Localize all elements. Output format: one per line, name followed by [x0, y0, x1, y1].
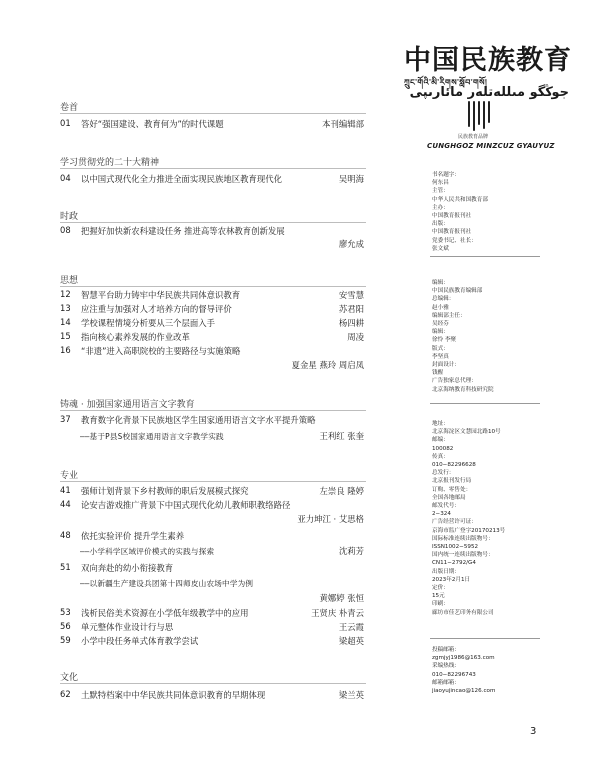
section-heading: 文化 [60, 673, 79, 683]
info-line: zgmjyj1986@163.com [432, 655, 495, 662]
article-title: 教育数字化背景下民族地区学生国家通用语言文字水平提升策略 [81, 415, 316, 425]
info-line: 书名题字： [432, 172, 460, 178]
page-ref: 44 [60, 499, 71, 509]
article-title: 学校课程情境分析要从三个层面入手 [81, 318, 215, 328]
info-line: 广告独家总代理： [432, 378, 477, 385]
contact-info-block [432, 646, 495, 695]
page-ref: 59 [60, 635, 71, 645]
info-line: 邮箱邮箱： [432, 679, 460, 686]
info-line: 吴经芬 [432, 321, 449, 328]
article-author: 梁超英 [338, 636, 364, 646]
info-line: 版式： [432, 345, 449, 352]
toc-entry[interactable] [60, 317, 364, 330]
info-line: 国际标准连续出版物号： [432, 535, 494, 542]
info-line: 总编辑： [432, 296, 455, 303]
article-author: 廖允成 [338, 239, 364, 249]
article-title: 指向核心素养发展的作业改革 [81, 332, 190, 342]
article-author: 夏金星 燕玲 周启凤 [291, 360, 364, 370]
toc-entry[interactable] [60, 118, 364, 131]
article-author: 周凌 [347, 332, 364, 342]
toc-entry[interactable] [60, 689, 364, 702]
info-line: 编辑部主任： [432, 312, 466, 319]
page-number: 3 [530, 726, 537, 737]
page-ref: 56 [60, 621, 71, 631]
article-title: 依托实验评价 提升学生素养 [81, 531, 185, 541]
section-divider [60, 113, 366, 114]
editorial-info-block [432, 279, 494, 394]
page-ref: 13 [60, 303, 71, 313]
info-line: 党委书记、社长： [432, 237, 477, 244]
info-line: 徐怜 李聚 [432, 337, 457, 344]
info-line: 010−82296743 [432, 671, 476, 678]
info-line: 北京报刊发行局 [432, 478, 472, 485]
info-line: 2−324 [432, 511, 451, 518]
article-title: 双向奔赴的幼小衔接教育 [81, 563, 174, 573]
article-title: 应注重与加强对人才培养方向的督导评价 [81, 304, 232, 314]
info-divider [430, 403, 540, 404]
section-divider [60, 683, 366, 684]
info-line: 李坚真 [432, 353, 449, 360]
section-heading: 专业 [60, 471, 79, 481]
article-title: 土默特档案中中华民族共同体意识教育的早期体现 [81, 690, 266, 700]
article-author: 沈莉芳 [338, 546, 364, 556]
page-ref: 14 [60, 317, 71, 327]
page-ref: 01 [60, 118, 71, 128]
info-line: 主管： [432, 188, 449, 195]
article-author: 左崇良 隆婷 [319, 486, 364, 496]
info-line: 010−82296628 [432, 462, 476, 469]
info-line: jiaoyujincao@126.com [432, 688, 496, 695]
toc-entry[interactable] [60, 345, 364, 358]
masthead-brand-mark: 民族教育品牌 [458, 134, 489, 140]
page-ref: 48 [60, 530, 71, 540]
article-title: 以中国式现代化全力推进全面实现民族地区教育现代化 [81, 174, 282, 184]
info-line: 出版： [432, 221, 449, 228]
info-line: 赵小雅 [432, 304, 449, 311]
toc-entry[interactable] [60, 562, 364, 575]
info-line: 出版日期： [432, 568, 460, 575]
article-title: 把握好加快新农科建设任务 推进高等农林教育创新发展 [81, 226, 285, 236]
article-title: 单元整体作业设计行与思 [81, 622, 174, 632]
toc-entry[interactable] [60, 414, 364, 427]
article-author: 王云霞 [338, 622, 364, 632]
toc-entry[interactable] [60, 485, 364, 498]
article-author: 本刊编辑部 [322, 119, 364, 129]
info-line: 张文斌 [432, 245, 449, 252]
info-line: 全国各地邮局 [432, 494, 466, 501]
info-line: 采编热线： [432, 663, 460, 670]
info-line: 北京海纳教育科技研究院 [432, 386, 494, 393]
toc-entry[interactable] [60, 621, 364, 634]
info-line: 封面设计： [432, 362, 460, 369]
masthead-title-zhuang: CUNGHGOZ MINZCUZ GYAUYUZ [427, 142, 555, 150]
article-title: 答好“强国建设、教育何为”的时代课题 [81, 119, 224, 129]
info-line: 国内统一连续出版物号： [432, 552, 494, 559]
info-line: 投稿邮箱： [432, 647, 460, 653]
info-line: 京海市监广登字20170213号 [432, 527, 506, 534]
section-heading: 学习贯彻党的二十大精神 [60, 158, 160, 168]
article-title: 小学中段任务单式体育教学尝试 [81, 636, 199, 646]
page-ref: 62 [60, 689, 71, 699]
page-ref: 53 [60, 607, 71, 617]
page-ref: 16 [60, 345, 71, 355]
toc-entry[interactable] [60, 331, 364, 344]
info-line: 主办： [432, 204, 449, 211]
info-line: 地址： [432, 421, 449, 427]
page-ref: 51 [60, 562, 71, 572]
toc-entry[interactable] [60, 289, 364, 302]
section-divider [60, 410, 366, 411]
info-line: 邮发代号： [432, 503, 460, 510]
article-author: 杨四耕 [338, 318, 364, 328]
article-author: 梁兰英 [338, 690, 364, 700]
page-ref: 37 [60, 414, 71, 424]
section-divider [60, 481, 366, 482]
article-subtitle: ——以新疆生产建设兵团第十四师皮山农场中学为例 [80, 579, 254, 588]
info-line: 编辑： [432, 280, 449, 286]
section-heading: 思想 [60, 276, 79, 286]
info-line: 邮编： [432, 437, 449, 444]
distribution-info-block [432, 420, 505, 617]
info-line: 何东昌 [432, 180, 449, 187]
info-line: 廊坊市佳艺印务有限公司 [432, 609, 494, 616]
article-author: 王贤庆 朴青云 [311, 608, 364, 618]
section-heading: 时政 [60, 212, 79, 222]
masthead-title-cn: 中国民族教育 [404, 45, 572, 76]
masthead-title-uyghur: جوڭگو مىللەتلەر مائارىپى [409, 85, 569, 100]
article-subtitle: ——基于P县S校国家通用语言文字教学实践 [80, 432, 224, 441]
article-subtitle: ——小学科学区域评价模式的实践与探索 [80, 547, 215, 556]
article-title: 论安吉游戏推广背景下中国式现代化幼儿教师职教络路径 [81, 500, 291, 510]
info-line: 中国教育报刊社 [432, 229, 472, 236]
toc-entry[interactable] [60, 225, 364, 238]
toc-entry[interactable] [60, 607, 364, 620]
page-ref: 04 [60, 173, 71, 183]
page-ref: 15 [60, 331, 71, 341]
info-line: ISSN1002−5952 [432, 544, 479, 551]
info-line: 钱醒 [432, 370, 444, 377]
masthead-title-tibetan: ཀྲུང་གོའི་མི་རིགས་སློབ་གསོ། [404, 78, 488, 87]
toc-entry[interactable] [60, 530, 364, 543]
article-author: 安雪慧 [338, 290, 364, 300]
info-line: CN11−2792/G4 [432, 560, 476, 567]
section-heading: 铸魂 · 加强国家通用语言文字教育 [60, 400, 195, 410]
toc-entry[interactable] [60, 499, 364, 512]
info-line: 订购、零售处： [432, 486, 472, 493]
publication-info-block [432, 171, 488, 253]
info-line: 广告经营许可证： [432, 519, 477, 526]
article-title: “非遗”进入高职院校的主要路径与实施策略 [81, 346, 241, 356]
page-ref: 41 [60, 485, 71, 495]
article-author: 吴明海 [338, 174, 364, 184]
info-line: 总发行： [432, 470, 455, 477]
article-author: 苏君阳 [338, 304, 364, 314]
info-line: 传真： [432, 453, 449, 460]
info-line: 中国民族教育编辑部 [432, 288, 483, 295]
info-line: 定价： [432, 585, 449, 592]
info-divider [430, 638, 540, 639]
info-line: 15元 [432, 593, 445, 600]
article-author: 黄娜婷 张恒 [319, 593, 364, 603]
info-divider [430, 256, 540, 257]
info-line: 印刷： [432, 601, 449, 608]
section-divider [60, 168, 366, 169]
section-heading: 卷首 [60, 103, 79, 113]
article-author: 亚力坤江 · 艾思格 [297, 514, 364, 524]
info-line: 北京海淀区文慧园北路10号 [432, 429, 501, 436]
page-ref: 12 [60, 289, 71, 299]
masthead-mongolian-script [463, 101, 495, 131]
section-divider [60, 222, 366, 223]
article-author: 王利红 张奎 [319, 431, 364, 441]
toc-entry[interactable] [60, 303, 364, 316]
info-line: 中国教育报刊社 [432, 213, 472, 220]
info-line: 100082 [432, 445, 454, 452]
info-line: 2023年2月1日 [432, 576, 471, 583]
toc-entry[interactable] [60, 635, 364, 648]
page-ref: 08 [60, 225, 71, 235]
toc-entry[interactable] [60, 173, 364, 186]
section-divider [60, 286, 366, 287]
article-title: 智慧平台助力铸牢中华民族共同体意识教育 [81, 290, 241, 300]
article-title: 强师计划背景下乡村教师的职后发展模式探究 [81, 486, 249, 496]
article-title: 浅析民俗美术资源在小学低年级教学中的应用 [81, 608, 249, 618]
info-line: 编辑： [432, 329, 449, 336]
info-line: 中华人民共和国教育部 [432, 196, 488, 203]
